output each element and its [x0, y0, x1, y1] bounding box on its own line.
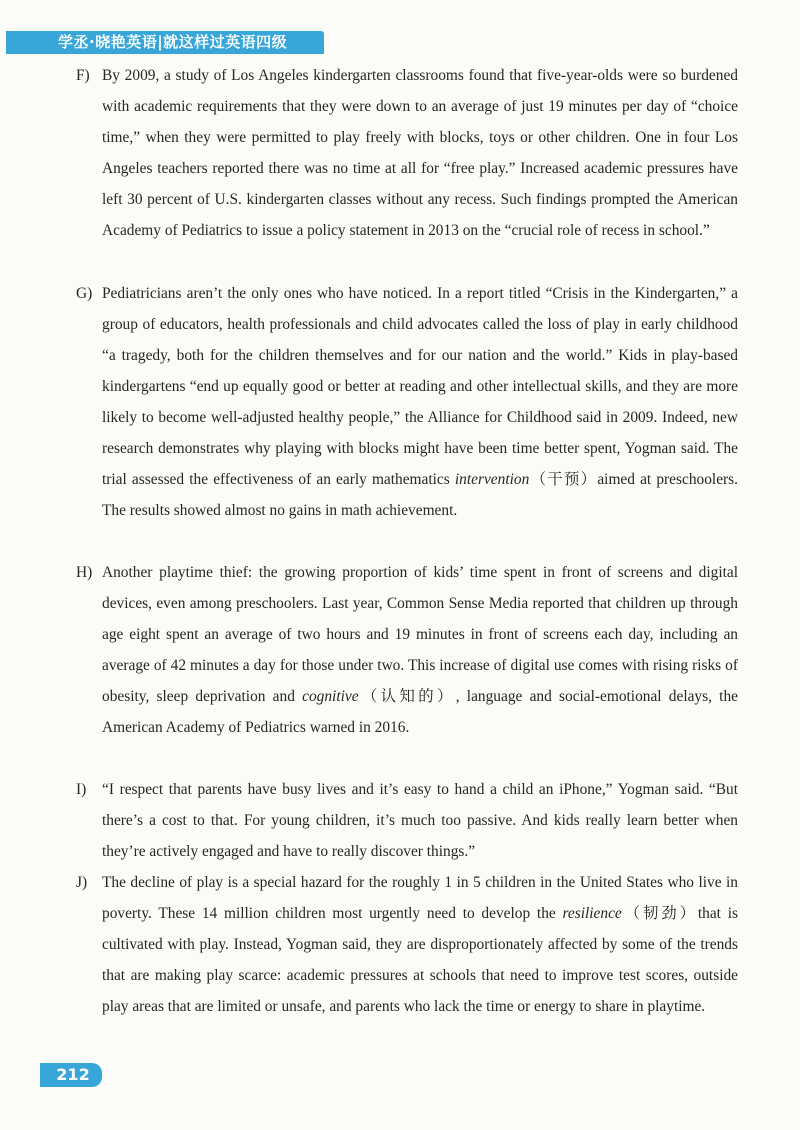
paragraph-label: I)	[76, 781, 87, 798]
paragraph-label: F)	[76, 67, 90, 84]
text-segment: The decline of play is a special hazard for the roughly 1 in 5 children in the United States who live in poverty. These 14 million children most urgently need to develop the	[102, 874, 738, 922]
paragraph-f	[76, 60, 738, 246]
paragraph-text	[76, 278, 738, 526]
page-number-text: 212	[56, 1065, 90, 1084]
text-segment: （韧劲）that is cultivated with play. Instead, Yogman said, they are disproportionately affected by some of the trends that are making play scarce: academic pressures at schools that need to improve test scores, outside play areas that are limited or unsafe, and parents who lack the time or energy to share in playtime.	[102, 905, 738, 1015]
paragraph-text	[76, 557, 738, 743]
paragraph-g	[76, 278, 738, 526]
paragraph-label: H)	[76, 564, 93, 581]
italic-term: cognitive	[302, 688, 359, 705]
paragraph-text	[76, 774, 738, 867]
header-banner	[6, 31, 324, 54]
text-segment: （认知的）, language and social-emotional delays, the American Academy of Pediatrics warned in 2016.	[102, 688, 738, 736]
paragraph-i	[76, 774, 738, 867]
text-segment: By 2009, a study of Los Angeles kindergarten classrooms found that five-year-olds were so burdened with academic requirements that they were down to an average of just 19 minutes per day of “choice time,” when they were permitted to play freely with blocks, toys or other children. One in four Los Angeles teachers reported there was no time at all for “free play.” Increased academic pressures have left 30 percent of U.S. kindergarten classes without any recess. Such findings prompted the American Academy of Pediatrics to issue a policy statement in 2013 on the “crucial role of recess in school.”	[102, 67, 738, 239]
text-segment: Pediatricians aren’t the only ones who have noticed. In a report titled “Crisis in the Kindergarten,” a group of educators, health professionals and child advocates called the loss of play in early childhood “a tragedy, both for the children themselves and for our nation and the world.” Kids in play-based kindergartens “end up equally good or better at reading and other intellectual skills, and they are more likely to become well-adjusted healthy people,” the Alliance for Childhood said in 2009. Indeed, new research demonstrates why playing with blocks might have been time better spent, Yogman said. The trial assessed the effectiveness of an early mathematics	[102, 285, 738, 488]
paragraph-text	[76, 60, 738, 246]
italic-term: intervention	[454, 471, 530, 488]
text-segment: （干预）aimed at preschoolers. The results showed almost no gains in math achievement.	[102, 471, 738, 519]
paragraph-label: J)	[76, 874, 88, 891]
paragraph-text	[76, 867, 738, 1022]
paragraph-j	[76, 867, 738, 1022]
paragraph-h	[76, 557, 738, 743]
italic-term: resilience	[562, 905, 622, 922]
page-number	[40, 1063, 102, 1087]
header-title: 学丞·晓艳英语|就这样过英语四级	[58, 33, 288, 51]
text-segment: “I respect that parents have busy lives and it’s easy to hand a child an iPhone,” Yogman said. “But there’s a cost to that. For young children, it’s much too passive. And kids really learn better when they’re actively engaged and have to really discover things.”	[102, 781, 738, 860]
text-segment: Another playtime thief: the growing proportion of kids’ time spent in front of screens and digital devices, even among preschoolers. Last year, Common Sense Media reported that children up through age eight spent an average of two hours and 19 minutes in front of screens each day, including an average of 42 minutes a day for those under two. This increase of digital use comes with rising risks of obesity, sleep deprivation and	[102, 564, 738, 705]
paragraph-label: G)	[76, 285, 93, 302]
